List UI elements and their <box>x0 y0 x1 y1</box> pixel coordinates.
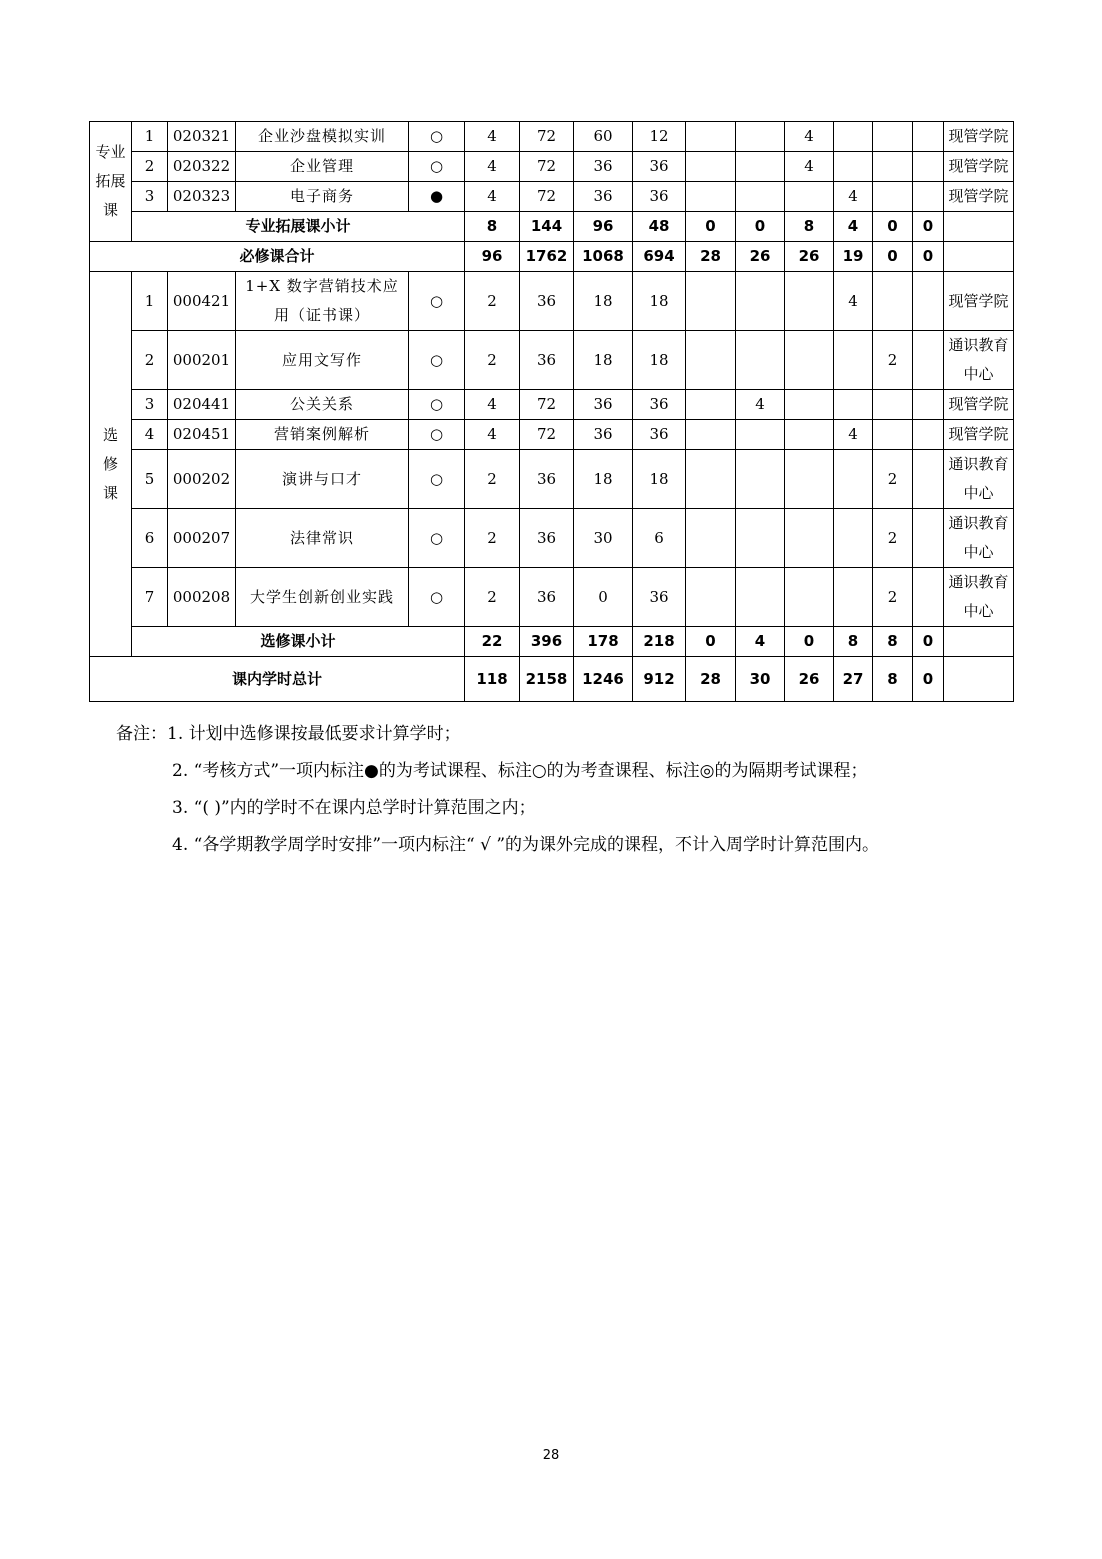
practice-hours: 18 <box>633 272 686 331</box>
department <box>944 450 1014 509</box>
exam-type-mark: ○ <box>409 122 465 152</box>
credits: 2 <box>465 568 520 627</box>
row-number: 1 <box>132 122 168 152</box>
required-total-label: 必修课合计 <box>90 242 465 272</box>
sum-semester-1: 0 <box>686 212 736 242</box>
table-row <box>90 509 1014 568</box>
sum-theory: 178 <box>574 627 633 657</box>
course-name <box>236 420 409 450</box>
table-row <box>90 390 1014 420</box>
exam-type-mark: ● <box>409 182 465 212</box>
semester-4-hours <box>834 450 873 509</box>
department-line: 中心 <box>963 484 994 502</box>
course-name <box>236 509 409 568</box>
row-number: 3 <box>132 182 168 212</box>
semester-2-hours <box>736 420 785 450</box>
semester-5-hours <box>873 122 913 152</box>
row-number: 7 <box>132 568 168 627</box>
remark-1: 备注：1. 计划中选修课按最低要求计算学时； <box>116 724 461 744</box>
theory-hours: 36 <box>574 390 633 420</box>
total-hours: 36 <box>520 509 574 568</box>
table-row <box>90 122 1014 152</box>
semester-1-hours <box>686 568 736 627</box>
semester-4-hours: 4 <box>834 272 873 331</box>
semester-4-hours <box>834 122 873 152</box>
sum-semester-2: 0 <box>736 212 785 242</box>
course-code: 000207 <box>168 509 236 568</box>
semester-1-hours <box>686 152 736 182</box>
semester-6-hours <box>913 152 944 182</box>
course-name-line: 演讲与口才 <box>281 469 362 488</box>
semester-4-hours: 4 <box>834 420 873 450</box>
table-row <box>90 450 1014 509</box>
sum-semester-4: 27 <box>834 657 873 702</box>
credits: 2 <box>465 272 520 331</box>
credits: 4 <box>465 122 520 152</box>
semester-4-hours <box>834 331 873 390</box>
exam-type-mark: ○ <box>409 390 465 420</box>
department <box>944 272 1014 331</box>
semester-1-hours <box>686 122 736 152</box>
department <box>944 568 1014 627</box>
row-number: 2 <box>132 331 168 390</box>
department-line: 中心 <box>963 543 994 561</box>
sum-semester-3: 26 <box>785 242 834 272</box>
course-name-line: 大学生创新创业实践 <box>249 587 394 606</box>
course-code: 020321 <box>168 122 236 152</box>
semester-3-hours: 4 <box>785 122 834 152</box>
department-line: 中心 <box>963 365 994 383</box>
group-label-char: 课 <box>102 483 118 502</box>
theory-hours: 18 <box>574 331 633 390</box>
exam-type-mark: ○ <box>409 272 465 331</box>
semester-6-hours <box>913 450 944 509</box>
grand-total-row <box>90 657 1014 702</box>
semester-3-hours <box>785 420 834 450</box>
sum-credit: 8 <box>465 212 520 242</box>
sum-semester-6: 0 <box>913 657 944 702</box>
total-hours: 36 <box>520 450 574 509</box>
course-name: 电子商务 <box>236 182 409 212</box>
course-name-line: 用（证书课） <box>273 306 370 324</box>
sum-total: 2158 <box>520 657 574 702</box>
exam-type-mark: ○ <box>409 568 465 627</box>
sum-semester-6: 0 <box>913 627 944 657</box>
remark-3: 3. “( )”内的学时不在课内总学时计算范围之内； <box>172 798 536 818</box>
semester-2-hours <box>736 182 785 212</box>
theory-hours: 60 <box>574 122 633 152</box>
table-row <box>90 182 1014 212</box>
sum-total: 396 <box>520 627 574 657</box>
practice-hours: 36 <box>633 152 686 182</box>
theory-hours: 36 <box>574 420 633 450</box>
sum-semester-4: 19 <box>834 242 873 272</box>
theory-hours: 18 <box>574 450 633 509</box>
course-code: 000208 <box>168 568 236 627</box>
department-line: 通识教育 <box>948 573 1009 591</box>
course-name-line: 法律常识 <box>289 528 354 547</box>
department <box>944 390 1014 420</box>
row-number: 2 <box>132 152 168 182</box>
course-code: 020441 <box>168 390 236 420</box>
credits: 2 <box>465 509 520 568</box>
total-hours: 72 <box>520 420 574 450</box>
table-row <box>90 272 1014 331</box>
group-label-char: 修 <box>102 454 118 473</box>
credits: 4 <box>465 390 520 420</box>
practice-hours: 18 <box>633 331 686 390</box>
semester-3-hours <box>785 182 834 212</box>
course-code: 020451 <box>168 420 236 450</box>
department-line: 通识教育 <box>948 336 1009 354</box>
practice-hours: 12 <box>633 122 686 152</box>
department <box>944 509 1014 568</box>
sum-practice: 218 <box>633 627 686 657</box>
semester-2-hours <box>736 331 785 390</box>
semester-5-hours: 2 <box>873 331 913 390</box>
sum-semester-6: 0 <box>913 242 944 272</box>
sum-semester-5: 0 <box>873 212 913 242</box>
sum-practice: 48 <box>633 212 686 242</box>
semester-6-hours <box>913 509 944 568</box>
semester-1-hours <box>686 509 736 568</box>
subtotal-label: 选修课小计 <box>132 627 465 657</box>
semester-6-hours <box>913 390 944 420</box>
sum-semester-5: 0 <box>873 242 913 272</box>
sum-total: 144 <box>520 212 574 242</box>
total-hours: 72 <box>520 152 574 182</box>
sum-theory: 1068 <box>574 242 633 272</box>
semester-5-hours: 2 <box>873 450 913 509</box>
subtotal-label: 专业拓展课小计 <box>132 212 465 242</box>
row-number: 1 <box>132 272 168 331</box>
course-name <box>236 568 409 627</box>
semester-4-hours: 4 <box>834 182 873 212</box>
semester-2-hours <box>736 568 785 627</box>
semester-2-hours <box>736 509 785 568</box>
course-code: 000421 <box>168 272 236 331</box>
semester-5-hours <box>873 182 913 212</box>
credits: 4 <box>465 182 520 212</box>
theory-hours: 30 <box>574 509 633 568</box>
department-line: 通识教育 <box>948 455 1009 473</box>
total-hours: 36 <box>520 272 574 331</box>
semester-3-hours <box>785 450 834 509</box>
row-number: 3 <box>132 390 168 420</box>
practice-hours: 36 <box>633 182 686 212</box>
credits: 2 <box>465 331 520 390</box>
sum-semester-2: 26 <box>736 242 785 272</box>
table-row <box>90 331 1014 390</box>
course-code: 020323 <box>168 182 236 212</box>
department-line: 中心 <box>963 602 994 620</box>
semester-1-hours <box>686 272 736 331</box>
remark-4: 4. “各学期教学周学时安排”一项内标注“ √ ”的为课外完成的课程，不计入周学时计算范围内。 <box>172 835 880 855</box>
semester-3-hours <box>785 509 834 568</box>
row-number: 4 <box>132 420 168 450</box>
sum-department-empty <box>944 212 1014 242</box>
group-label-ext <box>90 122 132 242</box>
elective-subtotal-row <box>90 627 1014 657</box>
semester-5-hours <box>873 272 913 331</box>
semester-6-hours <box>913 272 944 331</box>
credits: 2 <box>465 450 520 509</box>
practice-hours: 18 <box>633 450 686 509</box>
sum-credit: 118 <box>465 657 520 702</box>
sum-semester-2: 4 <box>736 627 785 657</box>
semester-6-hours <box>913 122 944 152</box>
group-label-char: 课 <box>102 201 118 219</box>
exam-type-mark: ○ <box>409 420 465 450</box>
sum-credit: 96 <box>465 242 520 272</box>
department: 现管学院 <box>944 152 1014 182</box>
semester-3-hours <box>785 568 834 627</box>
department-line: 现管学院 <box>948 291 1009 310</box>
table-row <box>90 568 1014 627</box>
semester-3-hours: 4 <box>785 152 834 182</box>
semester-2-hours <box>736 272 785 331</box>
course-plan-table <box>89 121 1014 702</box>
semester-4-hours <box>834 152 873 182</box>
course-name <box>236 272 409 331</box>
course-name: 企业管理 <box>236 152 409 182</box>
semester-6-hours <box>913 568 944 627</box>
theory-hours: 18 <box>574 272 633 331</box>
practice-hours: 6 <box>633 509 686 568</box>
exam-type-mark: ○ <box>409 331 465 390</box>
sum-practice: 694 <box>633 242 686 272</box>
semester-5-hours: 2 <box>873 509 913 568</box>
semester-3-hours <box>785 331 834 390</box>
course-code: 000201 <box>168 331 236 390</box>
course-name-line: 应用文写作 <box>281 350 362 369</box>
theory-hours: 36 <box>574 182 633 212</box>
total-hours: 36 <box>520 331 574 390</box>
semester-4-hours <box>834 390 873 420</box>
sum-department-empty <box>944 627 1014 657</box>
exam-type-mark: ○ <box>409 152 465 182</box>
course-name: 企业沙盘模拟实训 <box>236 122 409 152</box>
practice-hours: 36 <box>633 390 686 420</box>
practice-hours: 36 <box>633 420 686 450</box>
required-total-row <box>90 242 1014 272</box>
sum-semester-3: 8 <box>785 212 834 242</box>
sum-semester-6: 0 <box>913 212 944 242</box>
semester-1-hours <box>686 182 736 212</box>
semester-1-hours <box>686 390 736 420</box>
exam-type-mark: ○ <box>409 509 465 568</box>
sum-department-empty <box>944 242 1014 272</box>
semester-5-hours <box>873 152 913 182</box>
sum-semester-1: 0 <box>686 627 736 657</box>
remarks <box>116 716 1016 864</box>
sum-practice: 912 <box>633 657 686 702</box>
theory-hours: 36 <box>574 152 633 182</box>
sum-semester-5: 8 <box>873 657 913 702</box>
course-name-line: 公关关系 <box>289 395 354 413</box>
row-number: 6 <box>132 509 168 568</box>
credits: 4 <box>465 420 520 450</box>
sum-semester-3: 0 <box>785 627 834 657</box>
course-name-line: 1+X 数字营销技术应 <box>245 277 399 295</box>
department <box>944 331 1014 390</box>
semester-3-hours <box>785 390 834 420</box>
semester-5-hours <box>873 420 913 450</box>
course-name-line: 营销案例解析 <box>273 425 370 443</box>
semester-3-hours <box>785 272 834 331</box>
semester-2-hours <box>736 450 785 509</box>
sum-total: 1762 <box>520 242 574 272</box>
department-line: 通识教育 <box>948 514 1009 532</box>
department-line: 现管学院 <box>948 395 1009 413</box>
total-hours: 72 <box>520 122 574 152</box>
sum-credit: 22 <box>465 627 520 657</box>
grand-total-label: 课内学时总计 <box>90 657 465 702</box>
ext-subtotal-row <box>90 212 1014 242</box>
total-hours: 72 <box>520 182 574 212</box>
exam-type-mark: ○ <box>409 450 465 509</box>
semester-2-hours <box>736 122 785 152</box>
semester-4-hours <box>834 509 873 568</box>
group-label-char: 拓展 <box>95 172 126 190</box>
sum-semester-5: 8 <box>873 627 913 657</box>
semester-2-hours <box>736 152 785 182</box>
group-label-char: 选 <box>102 425 118 444</box>
semester-4-hours <box>834 568 873 627</box>
course-name <box>236 450 409 509</box>
table-row <box>90 420 1014 450</box>
semester-2-hours: 4 <box>736 390 785 420</box>
page-number: 28 <box>542 1448 560 1463</box>
practice-hours: 36 <box>633 568 686 627</box>
credits: 4 <box>465 152 520 182</box>
semester-5-hours <box>873 390 913 420</box>
sum-semester-2: 30 <box>736 657 785 702</box>
semester-6-hours <box>913 331 944 390</box>
remark-2: 2. “考核方式”一项内标注●的为考试课程、标注○的为考查课程、标注◎的为隔期考试课程； <box>172 761 868 781</box>
semester-1-hours <box>686 450 736 509</box>
sum-theory: 1246 <box>574 657 633 702</box>
group-label-char: 专业 <box>95 143 126 161</box>
sum-semester-1: 28 <box>686 242 736 272</box>
course-code: 020322 <box>168 152 236 182</box>
semester-1-hours <box>686 420 736 450</box>
department-line: 现管学院 <box>948 425 1009 443</box>
total-hours: 72 <box>520 390 574 420</box>
course-name <box>236 390 409 420</box>
semester-1-hours <box>686 331 736 390</box>
sum-semester-3: 26 <box>785 657 834 702</box>
row-number: 5 <box>132 450 168 509</box>
sum-department-empty <box>944 657 1014 702</box>
total-hours: 36 <box>520 568 574 627</box>
semester-5-hours: 2 <box>873 568 913 627</box>
sum-semester-1: 28 <box>686 657 736 702</box>
table-row <box>90 152 1014 182</box>
department: 现管学院 <box>944 182 1014 212</box>
course-code: 000202 <box>168 450 236 509</box>
department <box>944 420 1014 450</box>
sum-theory: 96 <box>574 212 633 242</box>
course-name <box>236 331 409 390</box>
semester-6-hours <box>913 420 944 450</box>
department: 现管学院 <box>944 122 1014 152</box>
sum-semester-4: 8 <box>834 627 873 657</box>
sum-semester-4: 4 <box>834 212 873 242</box>
semester-6-hours <box>913 182 944 212</box>
group-label-elective <box>90 272 132 657</box>
theory-hours: 0 <box>574 568 633 627</box>
